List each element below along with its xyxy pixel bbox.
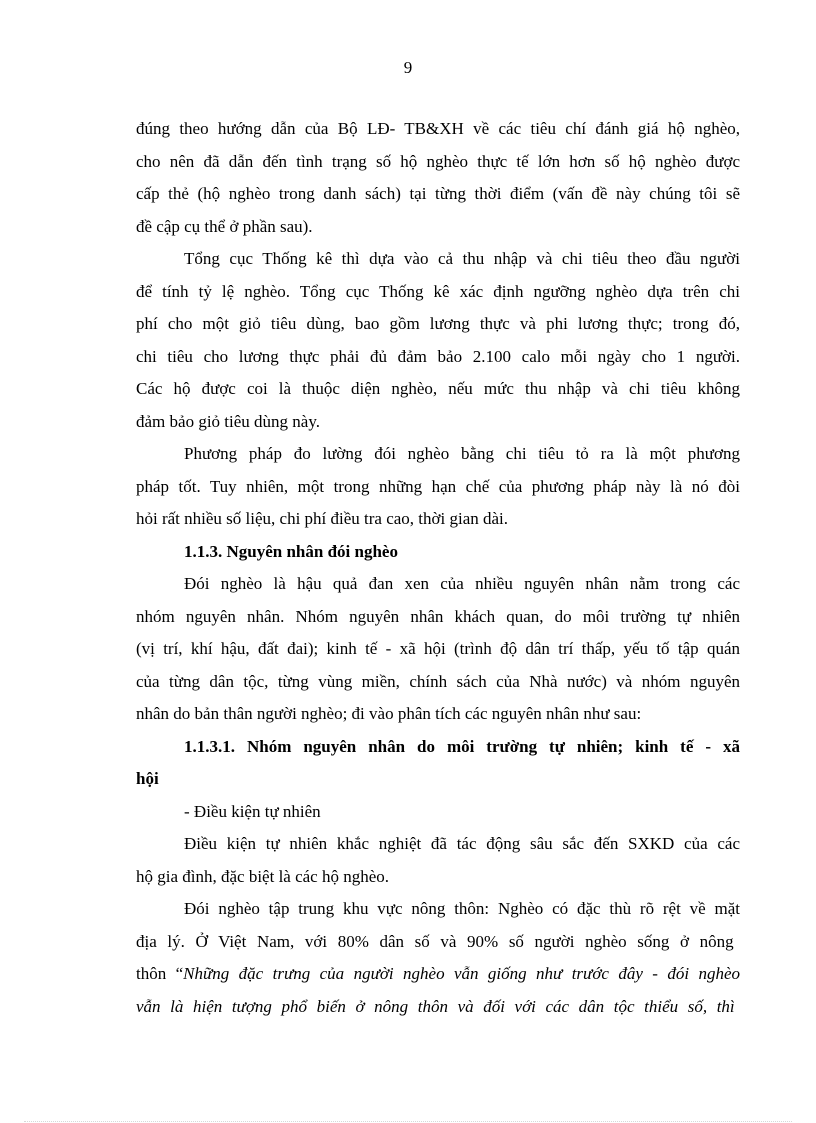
quote-text: vẫn là hiện tượng phổ biến ở nông thôn và đối với các dân tộc thiểu số, thì [136, 996, 735, 1016]
document-body [136, 113, 740, 1023]
text-line: Điều kiện tự nhiên khắc nghiệt đã tác động sâu sắc đến SXKD của các [184, 834, 740, 853]
text-line: cấp thẻ (hộ nghèo trong danh sách) tại từng thời điểm (vấn đề này chúng tôi sẽ [136, 184, 740, 203]
page-number: 9 [403, 58, 413, 77]
text-line: Đói nghèo tập trung khu vực nông thôn: Nghèo có đặc thù rõ rệt về mặt [184, 899, 740, 918]
text-line: pháp tốt. Tuy nhiên, một trong những hạn chế của phương pháp này là nó đòi [136, 476, 740, 496]
page-bottom-divider [24, 1121, 792, 1122]
text-line: đề cập cụ thể ở phần sau). [136, 216, 313, 236]
quote-text: Những đặc trưng của người nghèo vẫn giống như trước đây - đói nghèo [183, 964, 740, 983]
text-line: cho nên đã dẫn đến tình trạng số hộ nghèo thực tế lớn hơn số hộ nghèo được [136, 151, 740, 171]
text-line: hộ gia đình, đặc biệt là các hộ nghèo. [136, 866, 390, 886]
text-line: Tổng cục Thống kê thì dựa vào cả thu nhập và chi tiêu theo đầu người [184, 249, 740, 268]
text-line: Đói nghèo là hậu quả đan xen của nhiều nguyên nhân nằm trong các [184, 574, 740, 593]
text-line: nhân do bản thân người nghèo; đi vào phân tích các nguyên nhân như sau: [136, 704, 642, 723]
text-line: hỏi rất nhiều số liệu, chi phí điều tra cao, thời gian dài. [136, 509, 509, 528]
text-line: nhóm nguyên nhân. Nhóm nguyên nhân khách quan, do môi trường tự nhiên [136, 606, 740, 626]
text-fragment: thôn “ [136, 964, 184, 983]
text-line: địa lý. Ở Việt Nam, với 80% dân số và 90% số người nghèo sống ở nông [136, 931, 734, 951]
text-line: để tính tỷ lệ nghèo. Tổng cục Thống kê xác định ngưỡng nghèo dựa trên chi [136, 281, 740, 301]
text-line: đúng theo hướng dẫn của Bộ LĐ- TB&XH về các tiêu chí đánh giá hộ nghèo, [136, 119, 740, 138]
text-line: của từng dân tộc, từng vùng miền, chính sách của Nhà nước) và nhóm nguyên [136, 671, 740, 691]
text-line: Phương pháp đo lường đói nghèo bằng chi tiêu tỏ ra là một phương [184, 444, 740, 463]
text-line: chi tiêu cho lương thực phải đủ đảm bảo 2.100 calo mỗi ngày cho 1 người. [136, 346, 740, 366]
text-line [136, 958, 740, 991]
text-line: - Điều kiện tự nhiên [184, 801, 321, 821]
section-heading: 1.1.3. Nguyên nhân đói nghèo [184, 541, 398, 561]
text-line: (vị trí, khí hậu, đất đai); kinh tế - xã hội (trình độ dân trí thấp, yếu tố tập quán [136, 639, 740, 658]
subsection-heading: 1.1.3.1. Nhóm nguyên nhân do môi trường tự nhiên; kinh tế - xã [184, 736, 740, 756]
subsection-heading-continuation: hội [136, 769, 159, 788]
text-line: phí cho một giỏ tiêu dùng, bao gồm lương thực và phi lương thực; trong đó, [136, 314, 740, 333]
text-line: Các hộ được coi là thuộc diện nghèo, nếu mức thu nhập và chi tiêu không [136, 379, 740, 398]
text-line: đảm bảo giỏ tiêu dùng này. [136, 411, 320, 431]
